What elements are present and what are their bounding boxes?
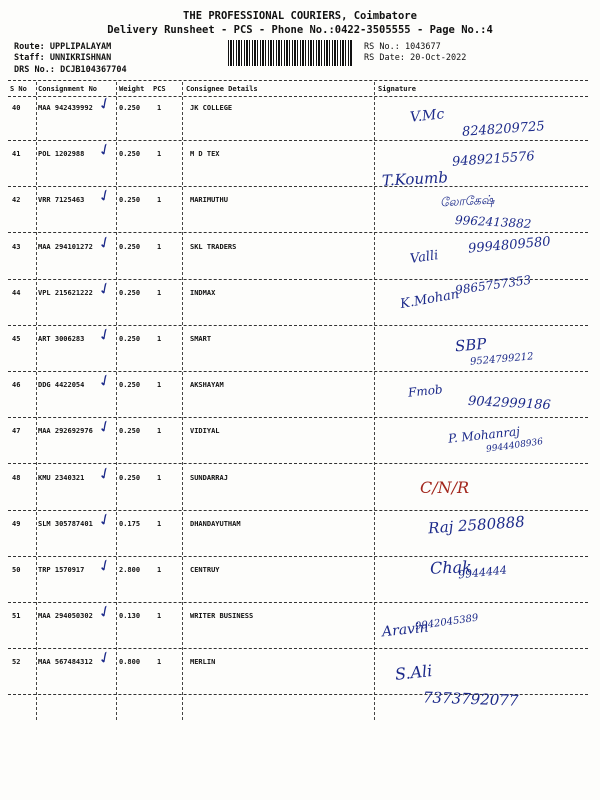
row-pcs: 1 (157, 612, 162, 620)
row-pcs: 1 (157, 243, 162, 251)
signature-phone: 9524799212 (469, 351, 534, 368)
row-weight: 0.250 (119, 150, 141, 158)
row-sno: 41 (12, 150, 21, 158)
row-weight: 0.250 (119, 335, 141, 343)
row-separator (8, 556, 588, 557)
col-header-weight: Weight (119, 85, 145, 93)
checkmark-icon: ✓ (94, 231, 115, 254)
row-pcs: 1 (157, 335, 162, 343)
rs-date-line (364, 53, 466, 63)
row-weight: 0.800 (119, 658, 141, 666)
row-weight: 0.250 (119, 381, 141, 389)
drs-label: DRS No.: (14, 65, 55, 75)
rs-no-line (364, 42, 441, 52)
checkmark-icon: ✓ (94, 138, 115, 161)
row-weight: 0.250 (119, 474, 141, 482)
row-sno: 42 (12, 196, 21, 204)
col-header-sno: S No (10, 85, 27, 93)
rs-no-label: RS No.: (364, 42, 400, 52)
checkmark-icon: ✓ (94, 554, 115, 577)
row-weight: 2.800 (119, 566, 141, 574)
row-separator (8, 510, 588, 511)
row-consignee: SUNDARRAJ (190, 474, 228, 482)
route-value: UPPLIPALAYAM (49, 42, 112, 52)
col-divider (374, 82, 375, 720)
row-consignee: AKSHAYAM (190, 381, 224, 389)
row-weight: 0.250 (119, 243, 141, 251)
checkmark-icon: ✓ (94, 508, 115, 531)
row-pcs: 1 (157, 427, 162, 435)
signature-phone: 9942045389 (414, 612, 480, 633)
signature-name: SBP (454, 334, 488, 356)
staff-label: Staff: (14, 53, 45, 63)
signature-name: லோகேஷ் (439, 192, 495, 210)
row-pcs: 1 (157, 520, 162, 528)
row-consignee: SMART (190, 335, 212, 343)
staff-value: UNNIKRISHNAN (49, 53, 112, 63)
rs-date-label: RS Date: (364, 53, 405, 63)
row-separator (8, 186, 588, 187)
row-sno: 40 (12, 104, 21, 112)
row-consignee: CENTRUY (190, 566, 220, 574)
signature-name: 9489215576 (451, 149, 536, 170)
row-consignee: DHANDAYUTHAM (190, 520, 241, 528)
staff-line (14, 53, 111, 63)
signature-phone: 9944408936 (485, 437, 544, 455)
row-weight: 0.175 (119, 520, 141, 528)
signature-name: Aravin (381, 619, 430, 641)
row-consignee: SKL TRADERS (190, 243, 237, 251)
row-consignment-no: POL 1202988 (38, 150, 85, 158)
signature-name: Fmob (407, 382, 444, 400)
row-sno: 47 (12, 427, 21, 435)
row-pcs: 1 (157, 566, 162, 574)
row-pcs: 1 (157, 474, 162, 482)
signature-phone: 9042999186 (467, 393, 552, 414)
signature-phone: 7373792077 (422, 688, 519, 710)
row-consignment-no: DDG 4422054 (38, 381, 85, 389)
row-sno: 50 (12, 566, 21, 574)
row-pcs: 1 (157, 658, 162, 666)
row-weight: 0.250 (119, 427, 141, 435)
row-separator (8, 602, 588, 603)
row-pcs: 1 (157, 196, 162, 204)
signature-name: Raj 2580888 (427, 512, 526, 538)
row-pcs: 1 (157, 381, 162, 389)
checkmark-icon: ✓ (94, 462, 115, 485)
checkmark-icon: ✓ (94, 184, 115, 207)
barcode (228, 40, 352, 66)
row-consignment-no: MAA 567484312 (38, 658, 93, 666)
checkmark-icon: ✓ (94, 92, 115, 115)
row-sno: 52 (12, 658, 21, 666)
row-separator (8, 232, 588, 233)
row-consignment-no: MAA 294101272 (38, 243, 93, 251)
row-pcs: 1 (157, 289, 162, 297)
row-separator (8, 140, 588, 141)
row-consignment-no: SLM 305787401 (38, 520, 93, 528)
row-consignment-no: KMU 2340321 (38, 474, 85, 482)
row-weight: 0.250 (119, 289, 141, 297)
row-weight: 0.250 (119, 104, 141, 112)
row-consignment-no: MAA 942439992 (38, 104, 93, 112)
drs-value: DCJB104367704 (60, 65, 127, 75)
row-sno: 45 (12, 335, 21, 343)
col-header-pcs: PCS (153, 85, 166, 93)
signature-name: S.Ali (394, 661, 434, 684)
signature-name: Chak (429, 557, 473, 578)
checkmark-icon: ✓ (94, 369, 115, 392)
header-rule-top (8, 80, 588, 81)
row-consignment-no: VPL 215621222 (38, 289, 93, 297)
signature-name: V.Mc (409, 106, 446, 126)
drs-line (14, 65, 127, 75)
row-sno: 43 (12, 243, 21, 251)
checkmark-icon: ✓ (94, 600, 115, 623)
row-sno: 49 (12, 520, 21, 528)
row-pcs: 1 (157, 150, 162, 158)
row-consignee: INDMAX (190, 289, 216, 297)
row-weight: 0.130 (119, 612, 141, 620)
signature-phone: 9865757353 (454, 272, 532, 298)
signature-name: P. Mohanraj (447, 424, 521, 446)
col-divider (182, 82, 183, 720)
row-consignee: VIDIYAL (190, 427, 220, 435)
signature-name: Valli (409, 248, 440, 267)
col-header-consignee: Consignee Details (186, 85, 258, 93)
row-consignment-no: TRP 1570917 (38, 566, 85, 574)
checkmark-icon: ✓ (94, 323, 115, 346)
signature-phone: 9944444 (457, 563, 508, 582)
row-consignment-no: ART 3006283 (38, 335, 85, 343)
route-label: Route: (14, 42, 45, 52)
signature-phone: T.Koumb (381, 168, 449, 190)
row-separator (8, 648, 588, 649)
row-consignment-no: MAA 292692976 (38, 427, 93, 435)
rs-date-value: 20-Oct-2022 (410, 53, 467, 63)
row-consignee: WRITER BUSINESS (190, 612, 254, 620)
col-divider (36, 82, 37, 720)
row-separator (8, 325, 588, 326)
row-consignee: M D TEX (190, 150, 220, 158)
runsheet-subtitle: Delivery Runsheet - PCS - Phone No.:0422-3505555 - Page No.:4 (107, 24, 493, 36)
signature-phone: 8248209725 (461, 119, 546, 140)
row-consignment-no: VRR 7125463 (38, 196, 85, 204)
runsheet-title: THE PROFESSIONAL COURIERS, Coimbatore (183, 10, 417, 22)
rs-no-value: 1043677 (404, 42, 441, 52)
row-separator (8, 371, 588, 372)
row-sno: 44 (12, 289, 21, 297)
signature-name: C/N/R (420, 478, 470, 497)
col-header-signature: Signature (378, 85, 416, 93)
col-header-consignment: Consignment No (38, 85, 98, 93)
col-divider (116, 82, 117, 720)
route-line (14, 42, 111, 52)
row-consignment-no: MAA 294050302 (38, 612, 93, 620)
signature-phone: 9994809580 (467, 234, 552, 257)
row-weight: 0.250 (119, 196, 141, 204)
row-separator (8, 463, 588, 464)
signature-name: K.Mohan (399, 286, 461, 313)
signature-phone: 9962413882 (454, 213, 532, 231)
row-sno: 46 (12, 381, 21, 389)
row-consignee: MARIMUTHU (190, 196, 228, 204)
checkmark-icon: ✓ (94, 415, 115, 438)
row-consignee: JK COLLEGE (190, 104, 233, 112)
row-sno: 48 (12, 474, 21, 482)
checkmark-icon: ✓ (94, 277, 115, 300)
checkmark-icon: ✓ (94, 646, 115, 669)
row-pcs: 1 (157, 104, 162, 112)
row-consignee: MERLIN (190, 658, 216, 666)
row-sno: 51 (12, 612, 21, 620)
row-separator (8, 417, 588, 418)
